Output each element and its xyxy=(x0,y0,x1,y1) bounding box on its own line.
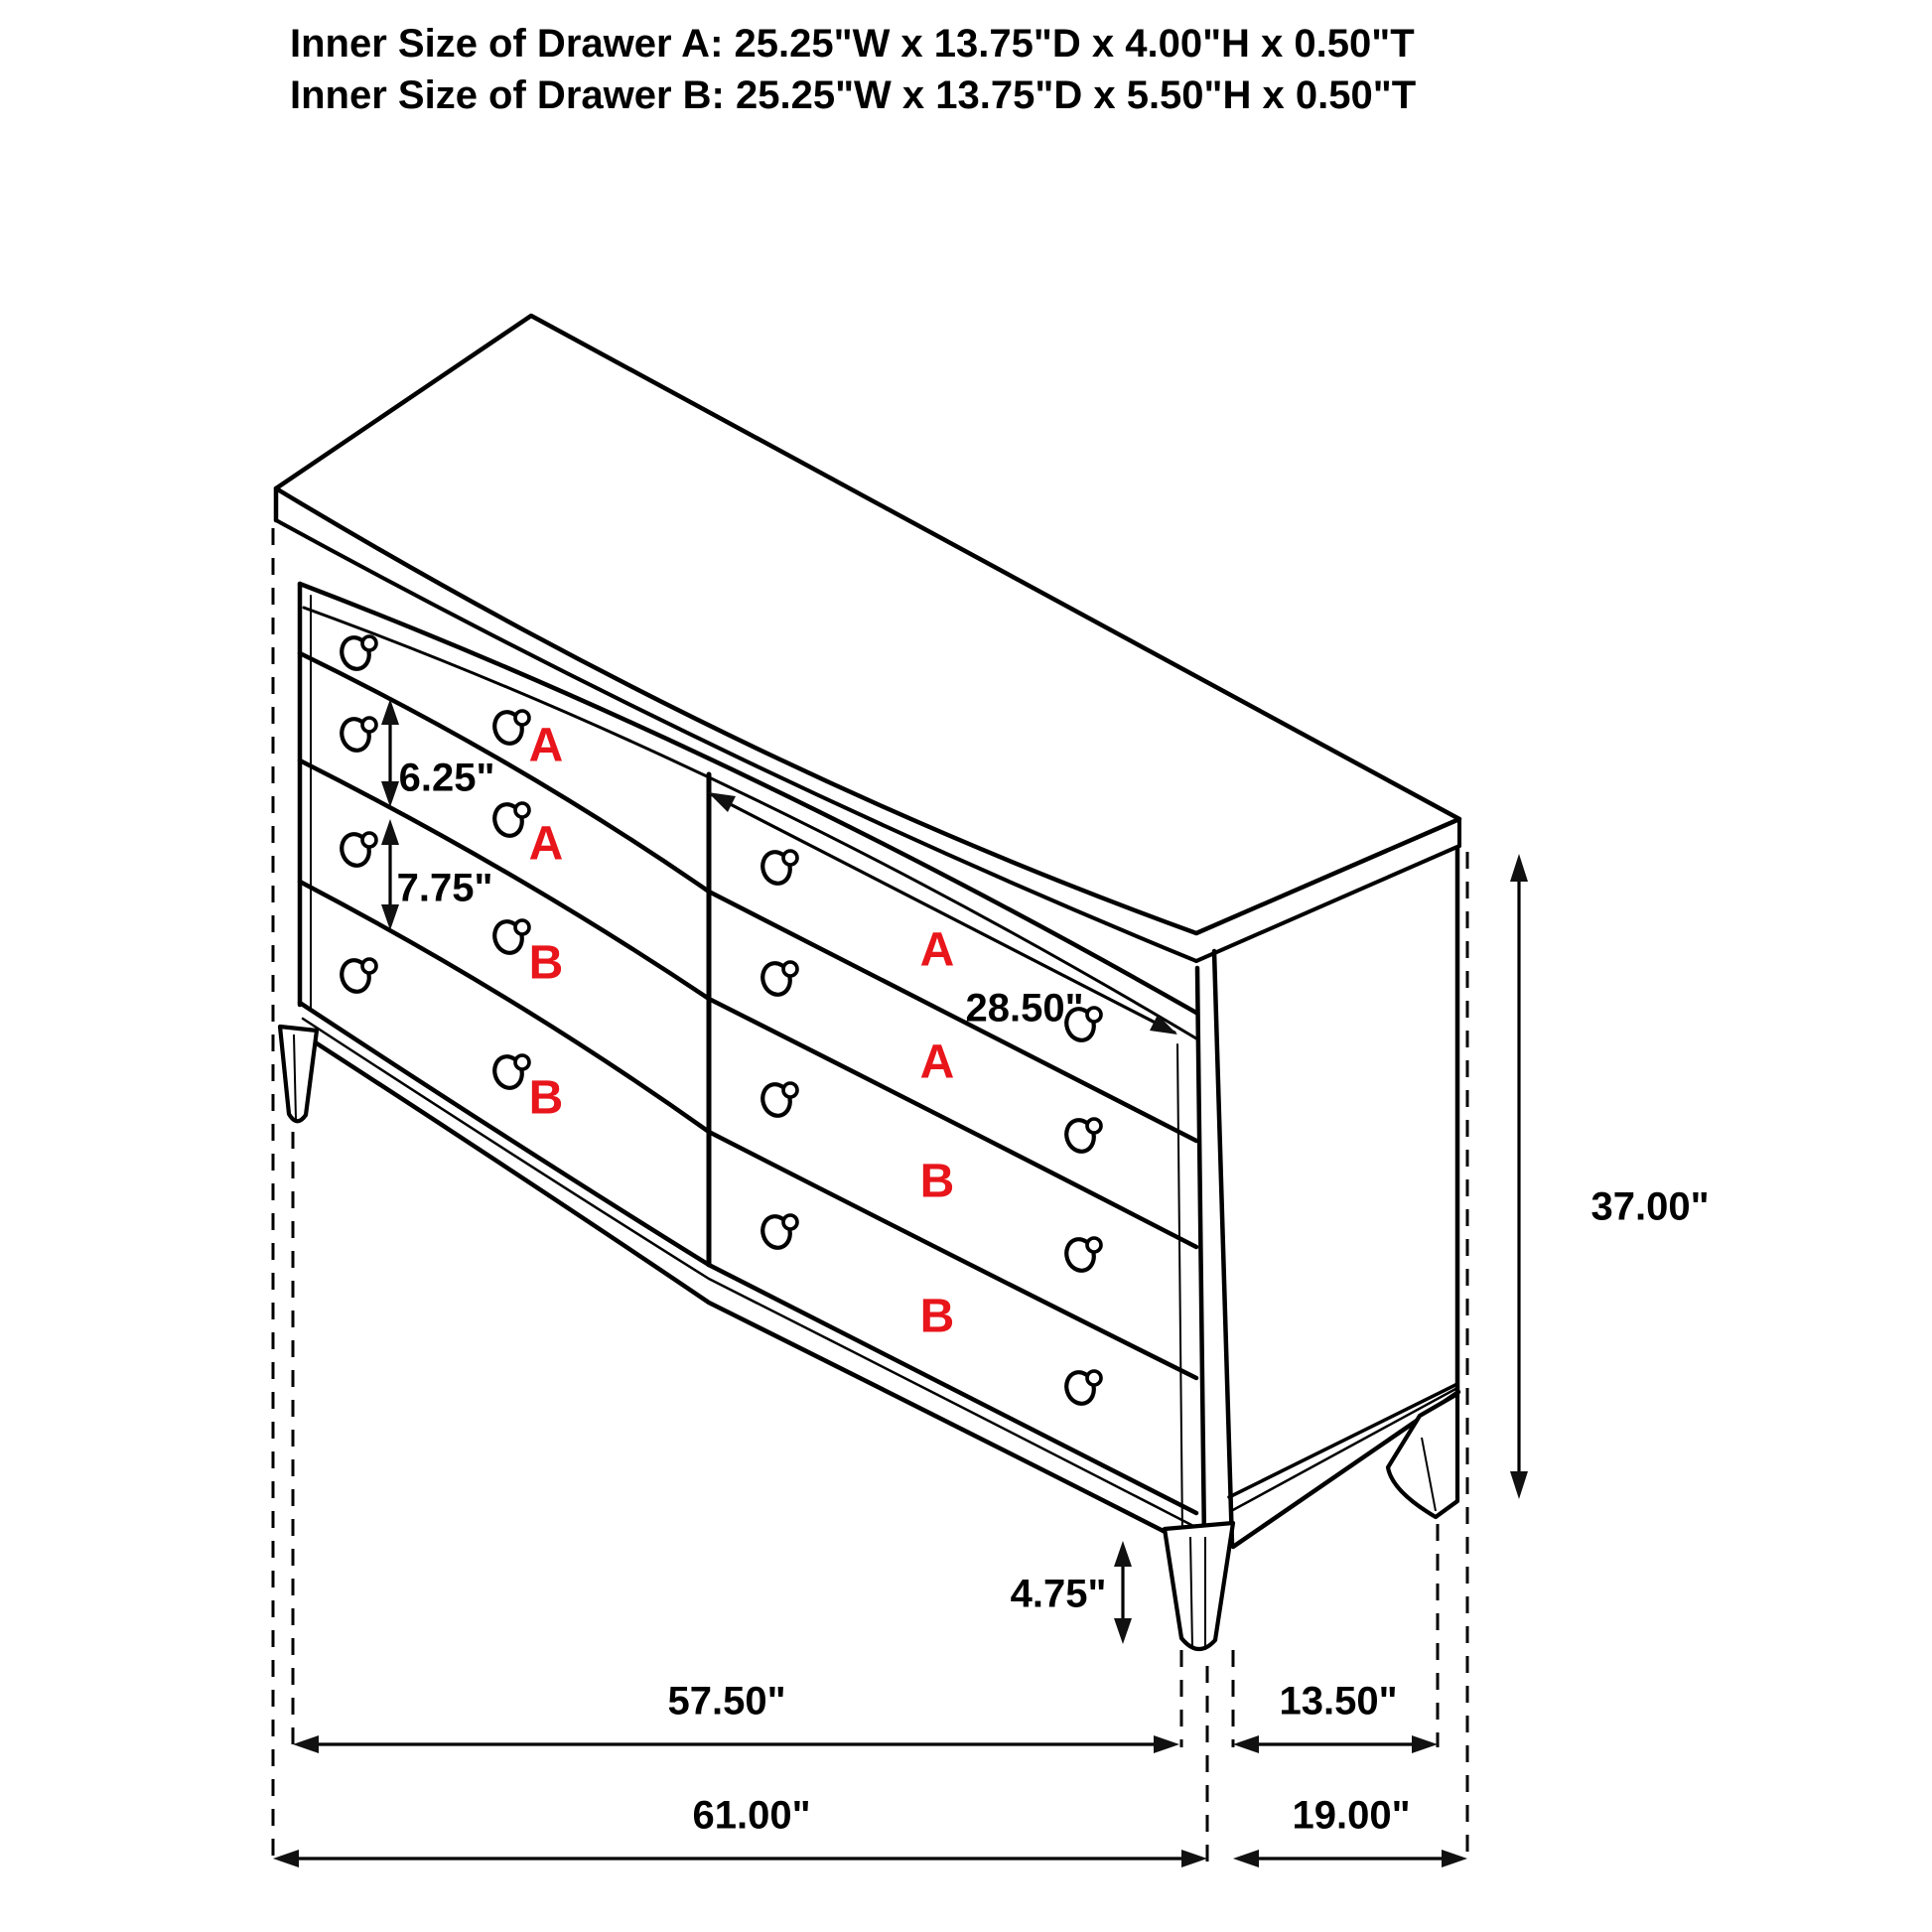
drawer-knob-icon xyxy=(338,634,376,673)
front-left-leg xyxy=(280,1027,317,1121)
drawer-knob-icon xyxy=(1062,1117,1101,1156)
drawer-knob-icon xyxy=(490,1053,529,1092)
drawer-letter-right-2: A xyxy=(919,1035,955,1089)
drawer-knob-icon xyxy=(759,849,797,888)
drawer-letter-right-3: B xyxy=(919,1155,955,1208)
drawer-letter-right-4: B xyxy=(919,1290,955,1343)
drawer-letter-left-3: B xyxy=(528,936,564,990)
drawer-knob-icon xyxy=(1062,1369,1101,1408)
drawer-letter-left-1: A xyxy=(528,719,564,772)
dimension-label-drawer-a-height: 6.25" xyxy=(398,756,495,800)
dimension-label-overall-depth: 19.00" xyxy=(1292,1793,1411,1838)
header-drawer-a-size: Inner Size of Drawer A: 25.25"W x 13.75"D x 4.00"H x 0.50"T xyxy=(290,22,1415,66)
drawer-knob-icon xyxy=(759,1213,797,1252)
drawer-letter-left-2: A xyxy=(528,817,564,871)
drawer-knob-icon xyxy=(490,801,529,840)
drawer-knob-icon xyxy=(490,918,529,957)
drawer-knob-icon xyxy=(759,1081,797,1120)
dresser-legs xyxy=(280,1027,1457,1650)
drawer-knob-icon xyxy=(1062,1236,1101,1275)
drawer-knob-icon xyxy=(338,957,376,996)
drawer-knob-icon xyxy=(490,709,529,748)
dimension-label-leg-height: 4.75" xyxy=(1010,1572,1107,1616)
dimension-label-right-bank-width: 28.50" xyxy=(965,986,1084,1031)
drawer-letter-left-4: B xyxy=(528,1071,564,1125)
dimension-label-front-width-inner: 57.50" xyxy=(667,1679,786,1724)
dimension-label-side-depth-inner: 13.50" xyxy=(1279,1679,1398,1724)
drawer-letter-right-1: A xyxy=(919,923,955,977)
header-drawer-b-size: Inner Size of Drawer B: 25.25"W x 13.75"D x 5.50"H x 0.50"T xyxy=(290,73,1417,117)
dimension-label-overall-height: 37.00" xyxy=(1590,1184,1710,1229)
front-right-leg xyxy=(1165,1523,1233,1649)
drawer-knob-icon xyxy=(338,831,376,870)
dimension-label-drawer-b-height: 7.75" xyxy=(396,866,493,910)
dimension-label-overall-width: 61.00" xyxy=(692,1793,811,1838)
dresser-top-panel xyxy=(276,316,1459,961)
drawer-knob-icon xyxy=(759,960,797,999)
drawer-knob-icon xyxy=(338,716,376,755)
